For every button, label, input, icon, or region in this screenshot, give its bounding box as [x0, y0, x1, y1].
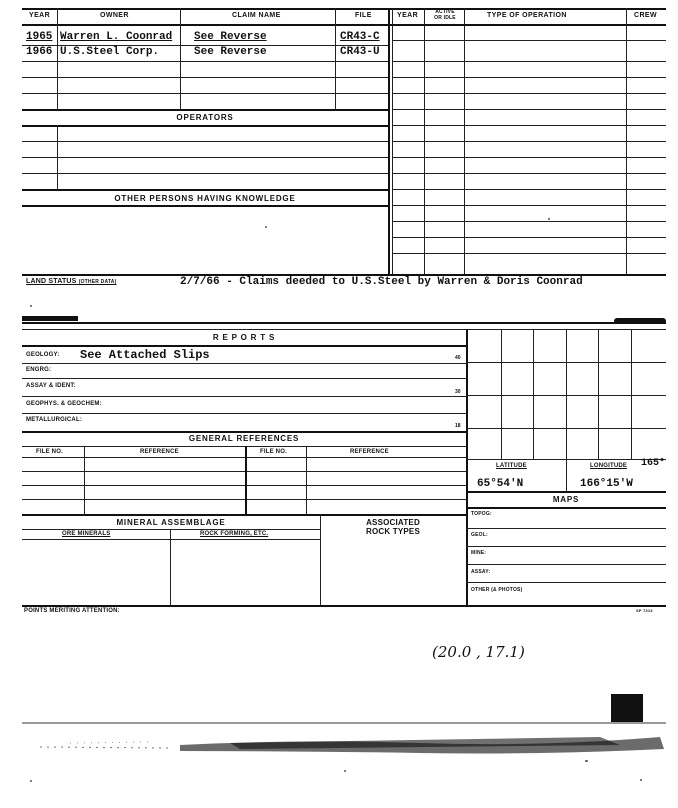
report-number-30: 30	[455, 389, 461, 395]
col-reference-1: REFERENCE	[140, 449, 179, 455]
associated-rock-types: ASSOCIATED ROCK TYPES	[365, 518, 420, 536]
longitude-label: LONGITUDE	[590, 463, 628, 469]
col-file-no-2: FILE NO.	[260, 449, 287, 455]
header-type-of-operation: TYPE OF OPERATION	[487, 12, 567, 19]
row-1-file: CR43-C	[340, 31, 380, 43]
header-file: FILE	[355, 12, 372, 19]
other-persons-label: OTHER PERSONS HAVING KNOWLEDGE	[114, 194, 296, 203]
speck	[548, 218, 550, 220]
ore-minerals-label: ORE MINERALS	[62, 531, 111, 537]
longitude-extra: 165°	[641, 458, 666, 469]
operators-label: OPERATORS	[176, 113, 234, 122]
general-references-title: GENERAL REFERENCES	[188, 434, 300, 443]
maps-geol: GEOL:	[471, 532, 488, 538]
longitude-value: 166°15'W	[580, 478, 633, 490]
maps-title: MAPS	[552, 495, 580, 504]
header-active-idle: ACTIVE OR IDLE	[434, 9, 456, 21]
col-file-no-1: FILE NO.	[36, 449, 63, 455]
row-2-file: CR43-U	[340, 46, 380, 58]
latitude-value: 65°54'N	[477, 478, 524, 490]
header-year-2: YEAR	[397, 12, 419, 19]
reports-title: R E P O R T S	[212, 333, 276, 342]
land-status-label: LAND STATUS (OTHER DATA)	[26, 278, 117, 285]
row-1-owner: Warren L. Coonrad	[60, 31, 173, 43]
engrg-label: ENGRG:	[26, 367, 52, 373]
speck	[344, 770, 346, 772]
col-reference-2: REFERENCE	[350, 449, 389, 455]
ink-smudge-left	[22, 316, 78, 321]
header-crew: CREW	[634, 12, 657, 19]
geophys-label: GEOPHYS. & GEOCHEM:	[26, 401, 102, 407]
row-1-year: 1965	[26, 31, 53, 43]
row-2-owner: U.S.Steel Corp.	[60, 46, 160, 58]
metallurgical-label: METALLURGICAL:	[26, 417, 83, 423]
header-owner: OWNER	[100, 12, 129, 19]
header-claim-name: CLAIM NAME	[232, 12, 281, 19]
geology-value: See Attached Slips	[80, 348, 210, 362]
points-meriting-attention: POINTS MERITING ATTENTION:	[24, 608, 120, 614]
maps-topog: TOPOG:	[471, 511, 492, 517]
row-2-year: 1966	[26, 46, 53, 58]
mineral-assemblage-title: MINERAL ASSEMBLAGE	[116, 518, 226, 527]
speck	[640, 779, 642, 781]
form-code: SP 7313	[636, 608, 653, 613]
maps-assay: ASSAY:	[471, 569, 491, 575]
rock-forming-label: ROCK FORMING, ETC.	[200, 531, 269, 537]
handwritten-coordinates: (20.0 , 17.1)	[432, 643, 525, 661]
speck	[30, 780, 32, 782]
report-number-40: 40	[455, 355, 461, 361]
scan-noise-band	[0, 715, 678, 765]
maps-other: OTHER (& PHOTOS)	[471, 587, 523, 593]
speck	[30, 305, 32, 307]
report-number-18: 18	[455, 423, 461, 429]
row-1-claim: See Reverse	[194, 31, 267, 43]
latitude-label: LATITUDE	[496, 463, 527, 469]
maps-mine: MINE:	[471, 550, 487, 556]
assay-label: ASSAY & IDENT:	[26, 383, 76, 389]
land-status-value: 2/7/66 - Claims deeded to U.S.Steel by Warren & Doris Coonrad	[180, 276, 583, 288]
header-year: YEAR	[29, 12, 51, 19]
row-2-claim: See Reverse	[194, 46, 267, 58]
speck	[585, 760, 588, 762]
geology-label: GEOLOGY:	[26, 352, 60, 358]
speck	[265, 226, 267, 228]
